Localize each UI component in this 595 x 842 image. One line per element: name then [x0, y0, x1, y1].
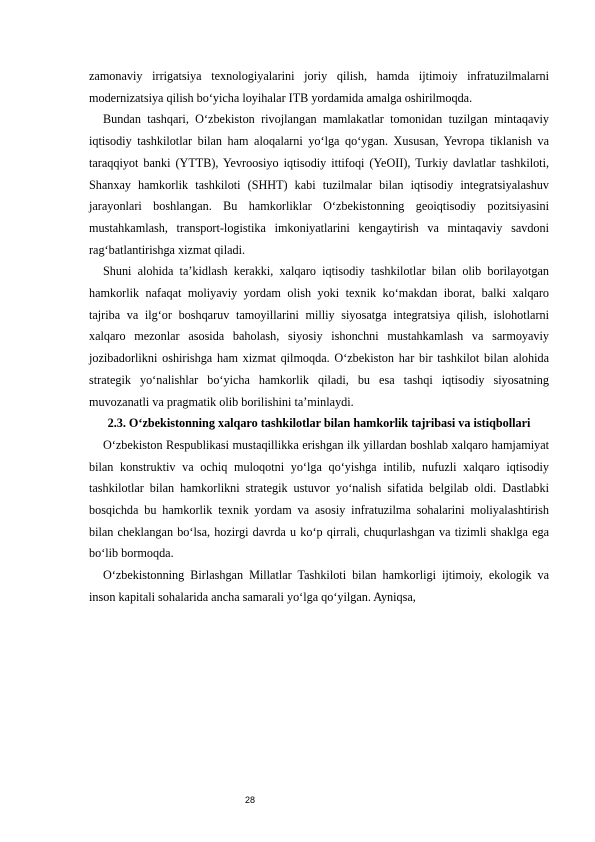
- document-page: [89, 66, 549, 609]
- section-heading: 2.3. O‘zbekistonning xalqaro tashkilotlar bilan hamkorlik tajribasi va istiqbollari: [107, 416, 531, 431]
- paragraph-regional-organizations: Bundan tashqari, O‘zbekiston rivojlangan mamlakatlar tomonidan tuzilgan mintaqaviy iqtisodiy tashkilotlar bilan ham aloqalarni yo‘lga qo‘ygan. Xususan, Yevropa tiklanish va taraqqiyot banki (YTTB), Yevroosiyo iqtisodiy ittifoqi (YeOII), Turkiy davlatlar tashkiloti, Shanxay hamkorlik tashkiloti (SHHT) kabi tuzilmalar bilan iqtisodiy integratsiyalashuv jarayonlari boshlangan. Bu hamkorliklar O‘zbekistonning geoiqtisodiy pozitsiyasini mustahkamlash, transport-logistika imkoniyatlarini kengaytirish va mintaqaviy savdoni rag‘batlantirishga xizmat qiladi.: [89, 112, 549, 257]
- paragraph-independence-cooperation: O‘zbekiston Respublikasi mustaqillikka erishgan ilk yillardan boshlab xalqaro hamjamiyat bilan konstruktiv va ochiq muloqotni yo‘lga qo‘yishga intilib, nufuzli xalqaro iqtisodiy tashkilotlar bilan hamkorlikni strategik ustuvor yo‘nalish sifatida belgilab oldi. Dastlabki bosqichda bu hamkorlik texnik yordam va asosiy infratuzilma sohalarini moliyalashtirish bilan cheklangan bo‘lsa, hozirgi davrda u ko‘p qirrali, chuqurlashgan va tizimli shaklga ega bo‘lib bormoqda.: [89, 437, 549, 561]
- paragraph-continuation: zamonaviy irrigatsiya texnologiyalarini joriy qilish, hamda ijtimoiy infratuzilmalarni modernizatsiya qilish bo‘yicha loyihalar ITB yordamida amalga oshirilmoqda.: [89, 69, 549, 105]
- page-number: 28: [244, 795, 255, 805]
- paragraph-cooperation-benefits: Shuni alohida ta’kidlash kerakki, xalqaro iqtisodiy tashkilotlar bilan olib borilayotgan hamkorlik nafaqat moliyaviy yordam olish yoki texnik ko‘makdan iborat, balki xalqaro tajriba va ilg‘or boshqaruv tamoyillarini milliy siyosatga integratsiya qilish, islohotlarni xalqaro mezonlar asosida baholash, siyosiy ishonchni mustahkamlash va sarmoyaviy jozibadorlikni oshirishga ham xizmat qilmoqda. O‘zbekiston har bir tashkilot bilan alohida strategik yo‘nalishlar bo‘yicha hamkorlik qiladi, bu esa tashqi iqtisodiy siyosatning muvozanatli va pragmatik olib borilishini ta’minlaydi.: [89, 264, 549, 409]
- paragraph-un-cooperation: O‘zbekistonning Birlashgan Millatlar Tashkiloti bilan hamkorligi ijtimoiy, ekologik va inson kapitali sohalarida ancha samarali yo‘lga qo‘yilgan. Ayniqsa,: [89, 568, 549, 604]
